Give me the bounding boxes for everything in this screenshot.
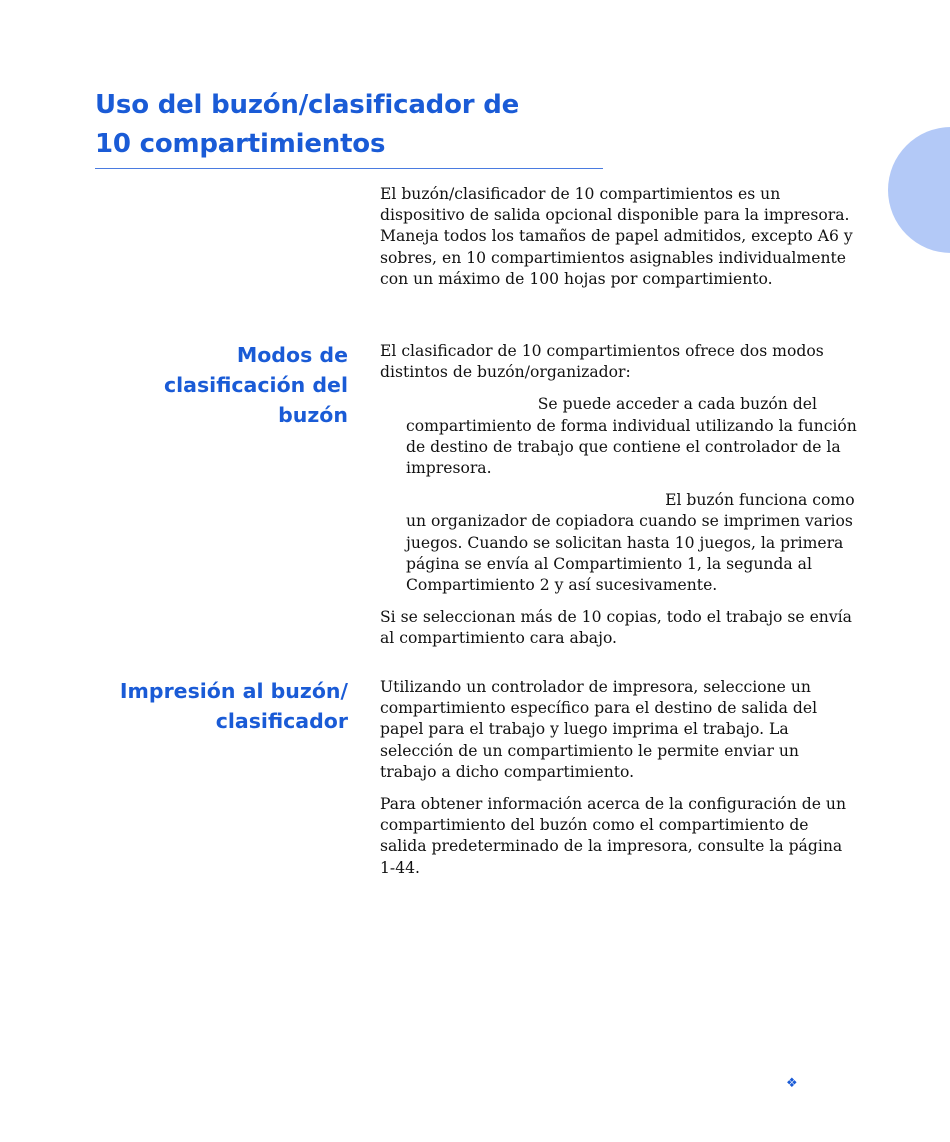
- mode-item-1: Se puede acceder a cada buzón del compartimiento de forma individual utilizando la función de destino de trabajo que contiene el controlador de la impresora.: [406, 395, 857, 478]
- heading-printing: Impresión al buzón/ clasificador: [119, 679, 348, 733]
- intro-section: [380, 184, 858, 290]
- printing-paragraph-2: Para obtener información acerca de la configuración de un compartimiento del buzón como el compartimiento de salida predeterminado de la impresora, consulte la página 1-44.: [380, 795, 846, 877]
- modes-closing-paragraph: Si se seleccionan más de 10 copias, todo el trabajo se envía al compartimiento cara abajo.: [380, 608, 852, 648]
- page-title-line-2: 10 compartimientos: [95, 129, 386, 159]
- intro-paragraph: El buzón/clasificador de 10 compartimientos es un dispositivo de salida opcional disponible para la impresora. Maneja todos los tamaños de papel admitidos, excepto A6 y sobres, en 10 compartimientos asignables individualmente con un máximo de 100 hojas por compartimiento.: [380, 185, 853, 288]
- printing-section-body: [380, 677, 858, 879]
- page-title-line-1: Uso del buzón/clasificador de: [95, 90, 520, 120]
- page-title: [95, 86, 615, 164]
- title-divider: [95, 168, 603, 169]
- mode-item-2: El buzón funciona como un organizador de copiadora cuando se imprimen varios juegos. Cuando se solicitan hasta 10 juegos, la primera página se envía al Compartimiento 1, la segunda al Compartimiento 2 y así sucesivamente.: [406, 491, 855, 595]
- heading-modes: Modos de clasificación del buzón: [163, 343, 348, 427]
- modes-intro-paragraph: El clasificador de 10 compartimientos ofrece dos modos distintos de buzón/organizador:: [380, 342, 824, 382]
- chapter-tab-marker: [888, 127, 950, 253]
- printing-paragraph-1: Utilizando un controlador de impresora, seleccione un compartimiento específico para el destino de salida del papel para el trabajo y luego imprima el trabajo. La selección de un compartimiento le permite enviar un trabajo a dicho compartimiento.: [380, 678, 818, 781]
- footer-diamond-icon: ❖: [786, 1076, 798, 1091]
- modes-section-body: [380, 341, 858, 650]
